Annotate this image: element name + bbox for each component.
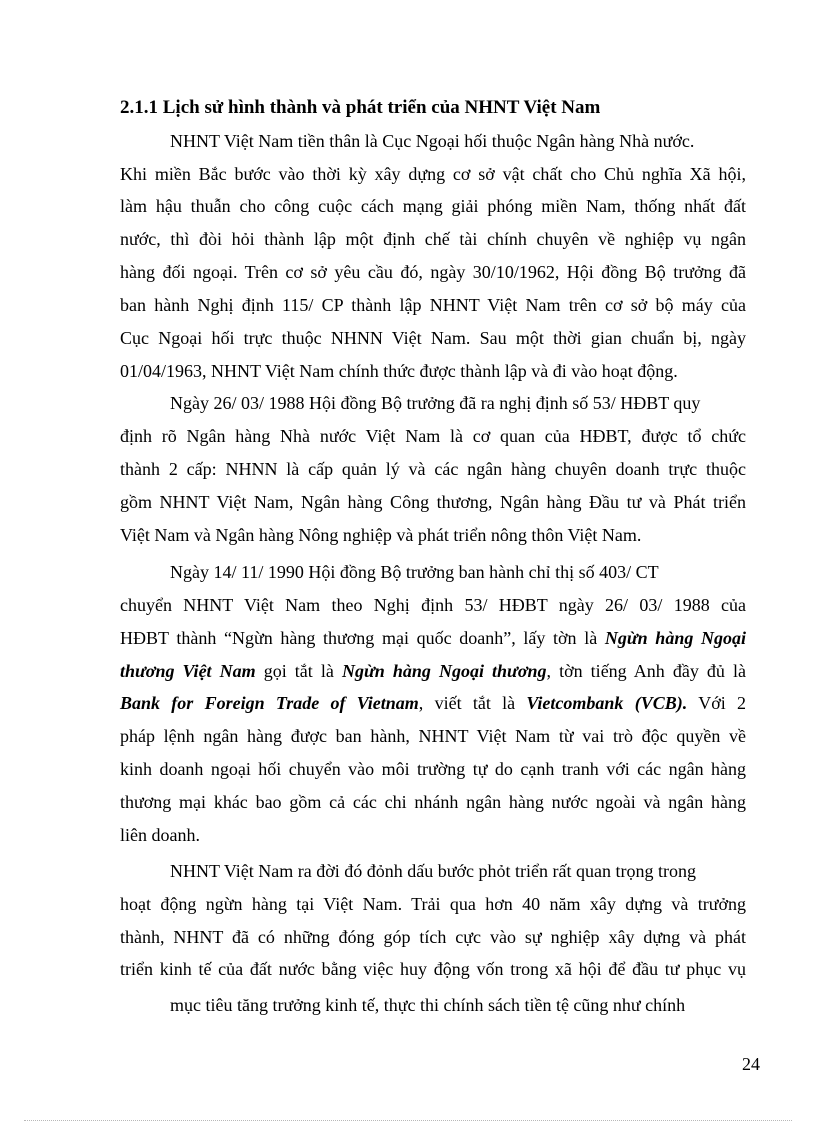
section-heading: 2.1.1 Lịch sử hình thành và phát triển của NHNT Việt Nam bbox=[120, 97, 601, 118]
p3-text: gọi tắt là bbox=[255, 661, 342, 681]
p3-line: chuyển NHNT Việt Nam theo Nghị định 53/ HĐBT ngày 26/ 03/ 1988 của bbox=[120, 595, 746, 615]
page-number: 24 bbox=[742, 1054, 760, 1074]
page-bottom-divider bbox=[24, 1120, 792, 1121]
p3-line: liên doanh. bbox=[120, 825, 200, 845]
english-name-emphasis: Bank for Foreign Trade of Vietnam bbox=[120, 693, 419, 713]
p4-line: NHNT Việt Nam ra đời đó đỏnh dấu bước phỏt triển rất quan trọng trong bbox=[170, 861, 696, 881]
p2-line: định rõ Ngân hàng Nhà nước Việt Nam là cơ quan của HĐBT, được tổ chức bbox=[120, 426, 746, 446]
bank-name-emphasis: thương Việt Nam bbox=[120, 661, 256, 681]
p3-line bbox=[120, 626, 746, 650]
p3-line: kinh doanh ngoại hối chuyển vào môi trường tự do cạnh tranh với các ngân hàng bbox=[120, 759, 746, 779]
p1-line: hàng đối ngoại. Trên cơ sở yêu cầu đó, ngày 30/10/1962, Hội đồng Bộ trưởng đã bbox=[120, 262, 746, 282]
p4-line: triển kinh tế của đất nước bằng việc huy động vốn trong xã hội để đầu tư phục vụ bbox=[120, 959, 746, 979]
short-name-emphasis: Ngừn hàng Ngoại thương bbox=[341, 661, 547, 681]
p3-text: , viết tắt là bbox=[418, 693, 527, 713]
p3-line: thương mại khác bao gồm cả các chi nhánh ngân hàng nước ngoài và ngân hàng bbox=[120, 792, 746, 812]
p1-line: 01/04/1963, NHNT Việt Nam chính thức được thành lập và đi vào hoạt động. bbox=[120, 361, 678, 381]
abbreviation-emphasis: Vietcombank (VCB). bbox=[526, 693, 688, 713]
p2-line: Ngày 26/ 03/ 1988 Hội đồng Bộ trưởng đã ra nghị định số 53/ HĐBT quy bbox=[170, 393, 701, 413]
p4-line: thành, NHNT đã có những đóng góp tích cực vào sự nghiệp xây dựng và phát bbox=[120, 927, 746, 947]
p3-line: pháp lệnh ngân hàng được ban hành, NHNT Việt Nam từ vai trò độc quyền về bbox=[120, 726, 746, 746]
p1-line: làm hậu thuẫn cho công cuộc cách mạng giải phóng miền Nam, thống nhất đất bbox=[120, 196, 746, 216]
p1-line: NHNT Việt Nam tiền thân là Cục Ngoại hối thuộc Ngân hàng Nhà nước. bbox=[170, 131, 695, 151]
p1-line: Cục Ngoại hối trực thuộc NHNN Việt Nam. Sau một thời gian chuẩn bị, ngày bbox=[120, 328, 746, 348]
p3-text: Với 2 bbox=[687, 693, 747, 713]
p3-text: HĐBT thành “Ngừn hàng thương mại quốc doanh”, lấy tờn là bbox=[120, 628, 605, 648]
p5-line: mục tiêu tăng trưởng kinh tế, thực thi chính sách tiền tệ cũng như chính bbox=[170, 995, 686, 1015]
p3-line bbox=[120, 691, 746, 715]
p2-line: thành 2 cấp: NHNN là cấp quản lý và các ngân hàng chuyên doanh trực thuộc bbox=[120, 459, 746, 479]
p4-line: hoạt động ngừn hàng tại Việt Nam. Trải qua hơn 40 năm xây dựng và trưởng bbox=[120, 894, 746, 914]
p3-line: Ngày 14/ 11/ 1990 Hội đồng Bộ trưởng ban hành chỉ thị số 403/ CT bbox=[170, 562, 659, 582]
p3-text: , tờn tiếng Anh đầy đủ là bbox=[546, 661, 746, 681]
p2-line: gồm NHNT Việt Nam, Ngân hàng Công thương, Ngân hàng Đầu tư và Phát triển bbox=[120, 492, 746, 512]
p1-line: nước, thì đòi hỏi thành lập một định chế tài chính chuyên về nghiệp vụ ngân bbox=[120, 229, 746, 249]
bank-name-emphasis: Ngừn hàng Ngoại bbox=[604, 628, 746, 648]
p3-line bbox=[120, 659, 746, 683]
p2-line: Việt Nam và Ngân hàng Nông nghiệp và phát triển nông thôn Việt Nam. bbox=[120, 525, 642, 545]
p1-line: Khi miền Bắc bước vào thời kỳ xây dựng cơ sở vật chất cho Chủ nghĩa Xã hội, bbox=[120, 164, 746, 184]
p1-line: ban hành Nghị định 115/ CP thành lập NHNT Việt Nam trên cơ sở bộ máy của bbox=[120, 295, 746, 315]
